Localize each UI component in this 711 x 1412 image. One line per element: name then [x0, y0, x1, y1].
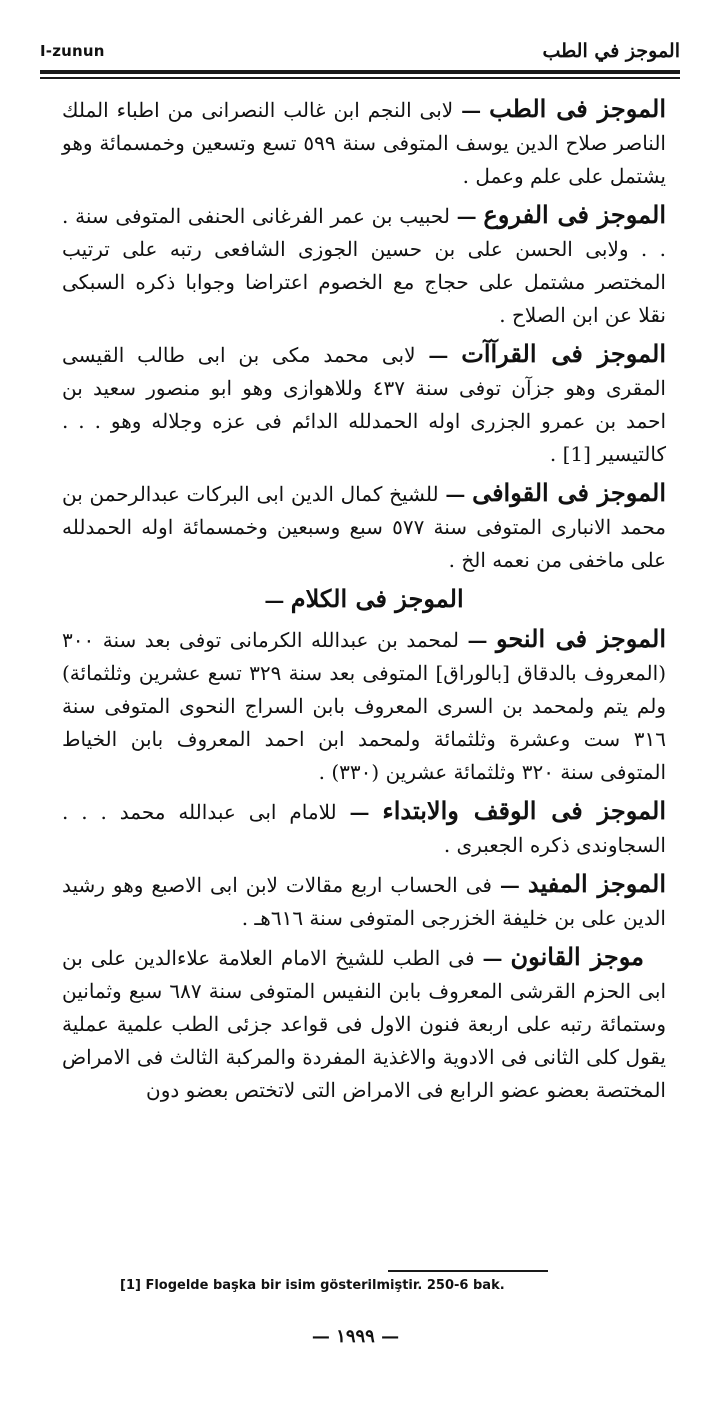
entry-1: الموجز فى الطب — لابى النجم ابن غالب النصرانى من اطباء الملك الناصر صلاح الدين يوسف المتوفى سنة ٥٩٩ تسع وتسعين وخمسمائة وهو يشتمل على علم وعمل . [62, 94, 666, 188]
entry-8: الموجز المفيد — فى الحساب اربع مقالات لابن ابى الاصبع وهو رشيد الدين على بن خليفة الخزرجى المتوفى سنة ٦١٦هـ . [62, 869, 667, 930]
entry-headword: الموجز فى الوقف والابتداء [382, 796, 667, 825]
header-rule-thick [40, 70, 680, 74]
entry-text: لابى النجم ابن غالب النصرانى من اطباء الملك الناصر صلاح الدين يوسف المتوفى سنة ٥٩٩ تسع وتسعين وخمسمائة وهو يشتمل على علم وعمل . [62, 98, 666, 188]
footnote-rule [388, 1270, 548, 1272]
entry-text: للامام ابى عبدالله محمد . . . السجاوندى ذكره الجعبرى . [62, 800, 666, 857]
entry-text: فى الحساب اربع مقالات لابن ابى الاصبع وهو رشيد الدين على بن خليفة الخزرجى المتوفى سنة ٦١٦هـ . [62, 873, 666, 930]
entry-text: لابى محمد مكى بن ابى طالب القيسى المقرى وهو جزآن توفى سنة ٤٣٧ وللاهوازى وهو ابو منصور سعيد بن احمد بن عمرو الجزرى اوله الحمدلله الدائم فى عزه وجلاله وهو . . . كالتيسير [1] . [62, 343, 666, 466]
entry-headword: الموجز فى الكلام [290, 584, 464, 613]
entry-7: الموجز فى الوقف والابتداء — للامام ابى عبدالله محمد . . . السجاوندى ذكره الجعبرى . [62, 796, 667, 857]
entry-headword: الموجز فى الطب [489, 94, 666, 123]
entry-9: موجز القانون — فى الطب للشيخ الامام العلامة علاءالدين على بن ابى الحزم القرشى المعروف بابن النفيس المتوفى سنة ٦٨٧ سبع وثمانين وستمائة رتبه على اربعة فنون الاول فى قواعد جزئى الطب علمية عملية يقول كلى الثانى فى الادوية والاغذية المفردة والمركبة الثالث فى الامراض المختصة بعضو عضو الرابع فى الامراض التى لاتختص بعضو دون [62, 942, 666, 1102]
entry-headword: الموجز فى القوافى [472, 478, 666, 507]
entry-headword: موجز القانون [510, 942, 645, 971]
entry-3: الموجز فى القرآآت — لابى محمد مكى بن ابى طالب القيسى المقرى وهو جزآن توفى سنة ٤٣٧ وللاهوازى وهو ابو منصور سعيد بن احمد بن عمرو الجزرى اوله الحمدلله الدائم فى عزه وجلاله وهو . . . كالتيسير [1] . [62, 339, 667, 466]
entry-text: لمحمد بن عبدالله الكرمانى توفى بعد سنة ٣٠٠ (المعروف بالدقاق [بالوراق] المتوفى بعد سنة ٣٢٩ تسع عشرين وثلثمائة) ولم يتم ولمحمد بن السرى المعروف بابن السراج النحوى المتوفى سنة ٣١٦ ست وعشرة وثلثمائة ولمحمد ابن احمد المعروف بابن الخياط المتوفى سنة ٣٢٠ وثلثمائة عشرين (٣٣٠) . [62, 628, 667, 784]
running-head-left: I-zunun [40, 42, 105, 60]
body-text [62, 92, 666, 1112]
entry-text: لحبيب بن عمر الفرغانى الحنفى المتوفى سنة . . . ولابى الحسن على بن حسين الجوزى الشافعى رتبه على ترتيب المختصر مشتمل على حجاج مع الخصوم اعتراضا وجوابا ذكره السبكى نقلا عن ابن الصلاح . [62, 204, 666, 327]
entry-text: للشيخ كمال الدين ابى البركات عبدالرحمن بن محمد الانبارى المتوفى سنة ٥٧٧ سبع وسبعين وخمسمائة اوله الحمدلله على ماخفى من نعمه الخ . [62, 482, 666, 572]
entry-2: الموجز فى الفروع — لحبيب بن عمر الفرغانى الحنفى المتوفى سنة . . . ولابى الحسن على بن حسين الجوزى الشافعى رتبه على ترتيب المختصر مشتمل على حجاج مع الخصوم اعتراضا وجوابا ذكره السبكى نقلا عن ابن الصلاح . [62, 200, 666, 327]
entry-headword: الموجز المفيد [527, 869, 667, 898]
footnote: [1] Flogelde başka bir isim gösterilmiştir. 250-6 bak. [120, 1278, 505, 1293]
running-head [40, 42, 680, 66]
running-head-right: الموجز في الطب [542, 40, 680, 62]
entry-headword: الموجز فى النحو [496, 624, 666, 653]
header-rule-thin [40, 77, 680, 79]
entry-5: الموجز فى الكلام — [264, 584, 464, 613]
page-number: — ١٩٩٩ — [311, 1326, 400, 1347]
entry-4: الموجز فى القوافى — للشيخ كمال الدين ابى البركات عبدالرحمن بن محمد الانبارى المتوفى سنة ٥٧٧ سبع وسبعين وخمسمائة اوله الحمدلله على ماخفى من نعمه الخ . [62, 478, 666, 572]
entry-6: الموجز فى النحو — لمحمد بن عبدالله الكرمانى توفى بعد سنة ٣٠٠ (المعروف بالدقاق [بالوراق] المتوفى بعد سنة ٣٢٩ تسع عشرين وثلثمائة) ولم يتم ولمحمد بن السرى المعروف بابن السراج النحوى المتوفى سنة ٣١٦ ست وعشرة وثلثمائة ولمحمد ابن احمد المعروف بابن الخياط المتوفى سنة ٣٢٠ وثلثمائة عشرين (٣٣٠) . [62, 624, 667, 784]
entry-headword: الموجز فى القرآآت [461, 339, 667, 368]
entry-text: فى الطب للشيخ الامام العلامة علاءالدين على بن ابى الحزم القرشى المعروف بابن النفيس المتوفى سنة ٦٨٧ سبع وثمانين وستمائة رتبه على اربعة فنون الاول فى قواعد جزئى الطب علمية عملية يقول كلى الثانى فى الادوية والاغذية المفردة والمركبة الثالث فى الامراض المختصة بعضو عضو الرابع فى الامراض التى لاتختص بعضو دون [62, 946, 666, 1102]
entry-headword: الموجز فى الفروع [483, 200, 666, 229]
